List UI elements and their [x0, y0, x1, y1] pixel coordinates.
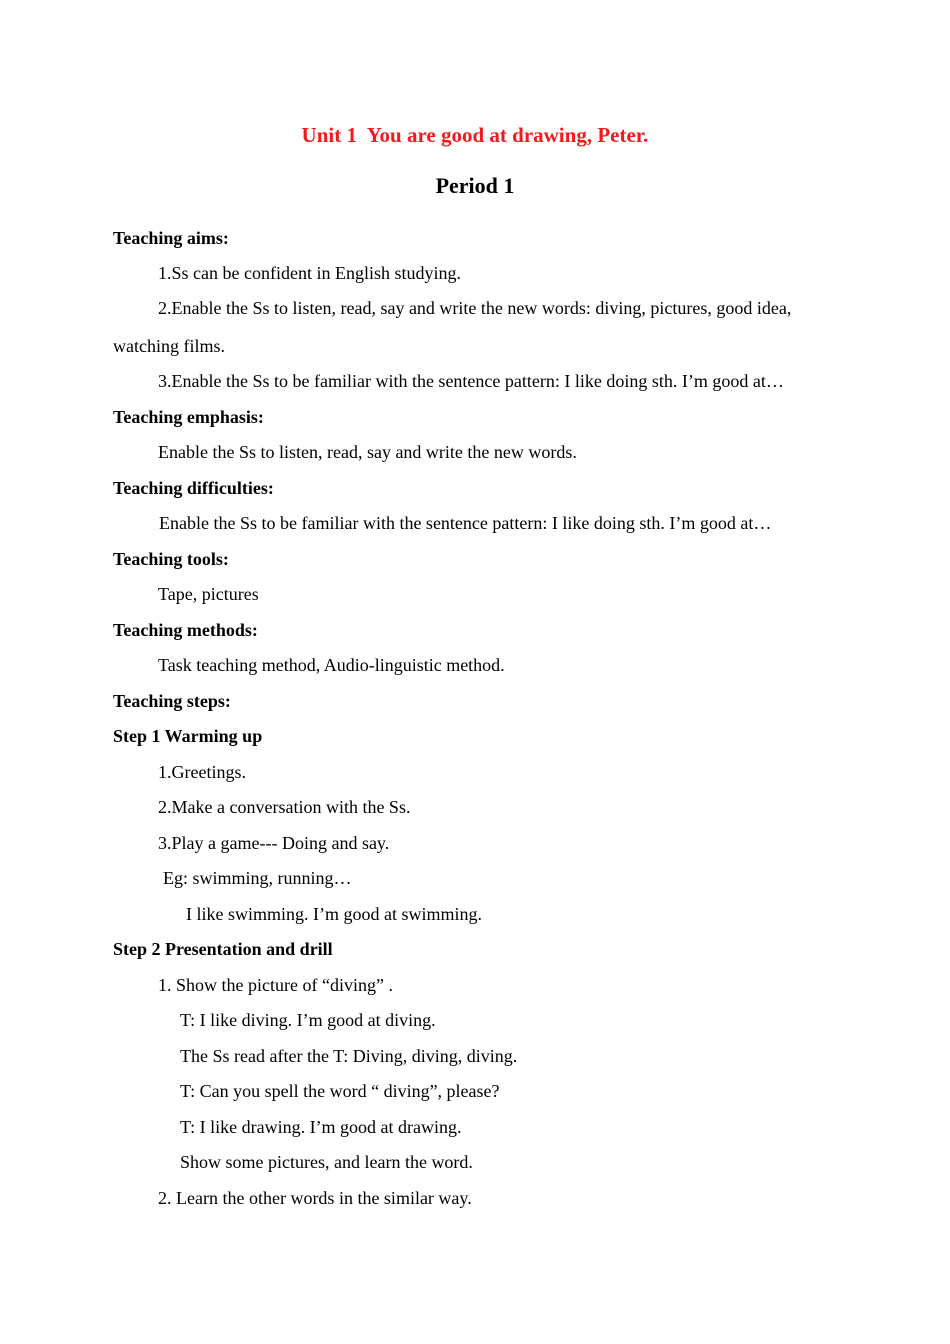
step2-line-1: T: I like diving. I’m good at diving. [180, 1010, 436, 1030]
step1-item-1: 1.Greetings. [158, 762, 246, 782]
step1-item-3: 3.Play a game--- Doing and say. [158, 833, 390, 853]
step2-line-5: Show some pictures, and learn the word. [180, 1152, 473, 1172]
step2-heading: Step 2 Presentation and drill [113, 939, 333, 959]
difficulties-heading: Teaching difficulties: [113, 478, 274, 498]
step2-line-2: The Ss read after the T: Diving, diving, diving. [180, 1046, 518, 1066]
difficulties-text: Enable the Ss to be familiar with the sentence pattern: I like doing sth. I’m good at… [159, 513, 772, 533]
period-title: Period 1 [435, 173, 515, 198]
tools-text: Tape, pictures [158, 584, 259, 604]
emphasis-heading: Teaching emphasis: [113, 407, 264, 427]
aims-item-3: 3.Enable the Ss to be familiar with the sentence pattern: I like doing sth. I’m good at… [158, 371, 784, 391]
step1-item-2: 2.Make a conversation with the Ss. [158, 797, 411, 817]
methods-text: Task teaching method, Audio-linguistic method. [158, 655, 505, 675]
emphasis-text: Enable the Ss to listen, read, say and write the new words. [158, 442, 577, 462]
step2-line-3: T: Can you spell the word “ diving”, please? [180, 1081, 500, 1101]
aims-item-2-line-2: watching films. [113, 336, 225, 356]
aims-heading: Teaching aims: [113, 228, 229, 248]
step2-item-1: 1. Show the picture of “diving” . [158, 975, 393, 995]
document-title: Unit 1 You are good at drawing, Peter. [301, 123, 649, 147]
step2-item-2: 2. Learn the other words in the similar way. [158, 1188, 472, 1208]
step1-heading: Step 1 Warming up [113, 726, 263, 746]
methods-heading: Teaching methods: [113, 620, 258, 640]
steps-heading: Teaching steps: [113, 691, 231, 711]
step1-example-sentence: I like swimming. I’m good at swimming. [186, 904, 482, 924]
step2-line-4: T: I like drawing. I’m good at drawing. [180, 1117, 462, 1137]
aims-item-2-line-1: 2.Enable the Ss to listen, read, say and write the new words: diving, pictures, good idea, [158, 298, 792, 318]
step1-example: Eg: swimming, running… [163, 868, 352, 888]
tools-heading: Teaching tools: [113, 549, 229, 569]
aims-item-1: 1.Ss can be confident in English studying. [158, 263, 461, 283]
